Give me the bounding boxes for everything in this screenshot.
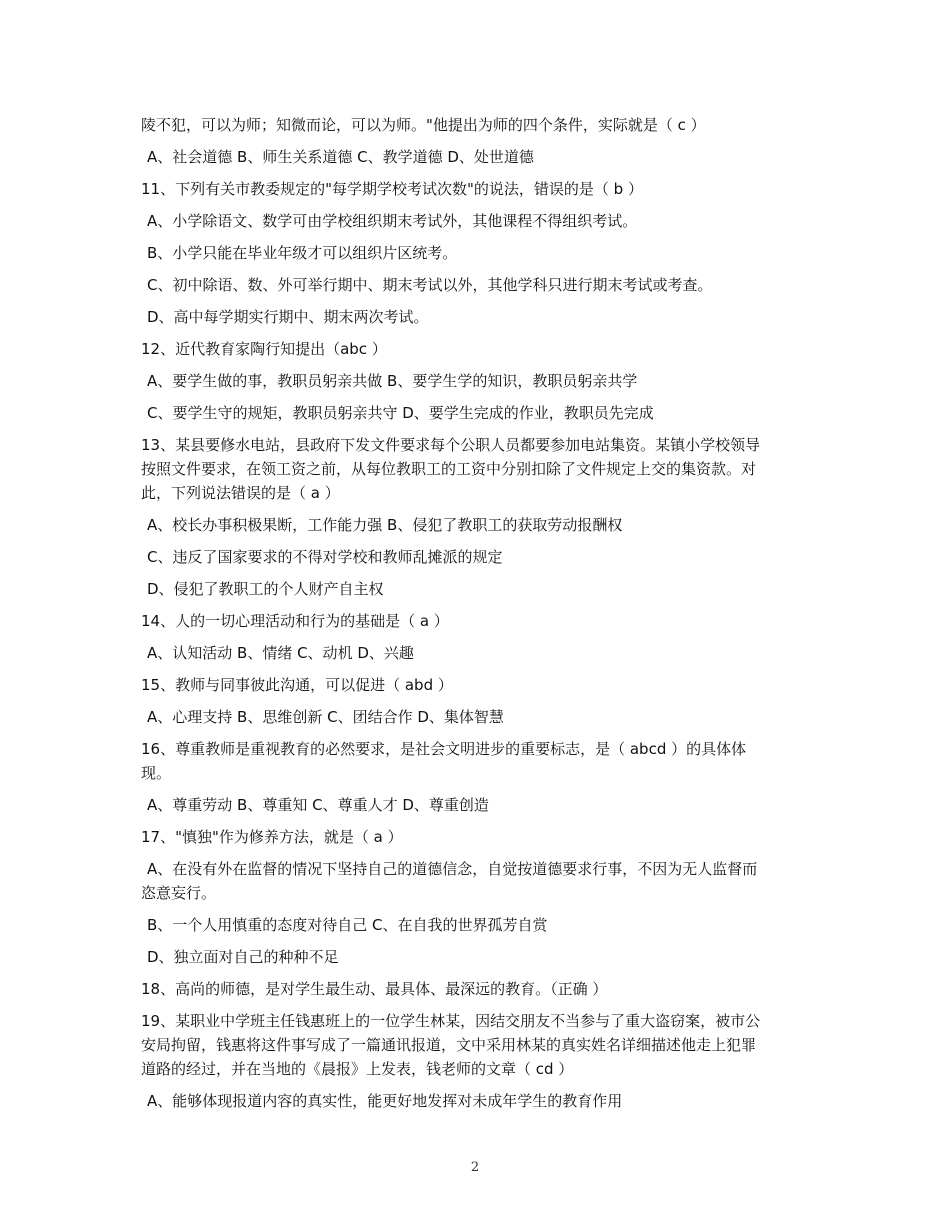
option-line: D、高中每学期实行期中、期末两次考试。 — [147, 308, 429, 326]
option-line: A、尊重劳动 B、尊重知 C、尊重人才 D、尊重创造 — [147, 796, 489, 814]
question-12: 12、近代教育家陶行知提出（abc ） — [141, 340, 387, 358]
option-line: A、心理支持 B、思维创新 C、团结合作 D、集体智慧 — [147, 708, 504, 726]
question-18: 18、高尚的师德，是对学生最生动、最具体、最深远的教育。（正确 ） — [141, 980, 608, 998]
question-13: 13、某县要修水电站，县政府下发文件要求每个公职人员都要参加电站集资。某镇小学校领导 — [141, 436, 761, 454]
question-19-cont: 道路的经过，并在当地的《晨报》上发表，钱老师的文章（ cd ） — [141, 1060, 574, 1078]
question-14: 14、人的一切心理活动和行为的基础是（ a ） — [141, 612, 449, 630]
question-13-cont: 按照文件要求，在领工资之前，从每位教职工的工资中分别扣除了文件规定上交的集资款。对 — [141, 460, 757, 478]
question-13-cont: 此，下列说法错误的是（ a ） — [141, 484, 340, 502]
option-line: A、社会道德 B、师生关系道德 C、教学道德 D、处世道德 — [147, 148, 534, 166]
option-line-cont: 恣意妄行。 — [141, 884, 217, 902]
option-line: A、要学生做的事，教职员躬亲共做 B、要学生学的知识，教职员躬亲共学 — [147, 372, 638, 390]
question-19-cont: 安局拘留，钱惠将这件事写成了一篇通讯报道，文中采用林某的真实姓名详细描述他走上犯罪 — [141, 1036, 757, 1054]
option-line: C、违反了国家要求的不得对学校和教师乱摊派的规定 — [147, 548, 503, 566]
question-16-cont: 现。 — [141, 764, 172, 782]
option-line: A、能够体现报道内容的真实性，能更好地发挥对未成年学生的教育作用 — [147, 1092, 623, 1110]
question-17: 17、"慎独"作为修养方法，就是（ a ） — [141, 828, 403, 846]
option-line: B、一个人用慎重的态度对待自己 C、在自我的世界孤芳自赏 — [147, 916, 548, 934]
option-line: A、在没有外在监督的情况下坚持自己的道德信念，自觉按道德要求行事，不因为无人监督而 — [147, 860, 758, 878]
option-line: D、侵犯了教职工的个人财产自主权 — [147, 580, 384, 598]
question-15: 15、教师与同事彼此沟通，可以促进（ abd ） — [141, 676, 453, 694]
option-line: A、认知活动 B、情绪 C、动机 D、兴趣 — [147, 644, 414, 662]
option-line: C、初中除语、数、外可举行期中、期末考试以外，其他学科只进行期末考试或考查。 — [147, 276, 713, 294]
option-line: D、独立面对自己的种种不足 — [147, 948, 339, 966]
option-line: A、校长办事积极果断，工作能力强 B、侵犯了教职工的获取劳动报酬权 — [147, 516, 623, 534]
text-line: 陵不犯，可以为师；知微而论，可以为师。"他提出为师的四个条件，实际就是（ c ） — [141, 116, 706, 134]
page-number: 2 — [470, 1160, 480, 1175]
option-line: A、小学除语文、数学可由学校组织期末考试外，其他课程不得组织考试。 — [147, 212, 638, 230]
option-line: C、要学生守的规矩，教职员躬亲共守 D、要学生完成的作业，教职员先完成 — [147, 404, 654, 422]
question-19: 19、某职业中学班主任钱惠班上的一位学生林某，因结交朋友不当参与了重大盗窃案，被市公 — [141, 1012, 761, 1030]
question-11: 11、下列有关市教委规定的"每学期学校考试次数"的说法，错误的是（ b ） — [141, 180, 643, 198]
question-16: 16、尊重教师是重视教育的必然要求，是社会文明进步的重要标志，是（ abcd ）的具体体 — [141, 740, 747, 758]
option-line: B、小学只能在毕业年级才可以组织片区统考。 — [147, 244, 458, 262]
